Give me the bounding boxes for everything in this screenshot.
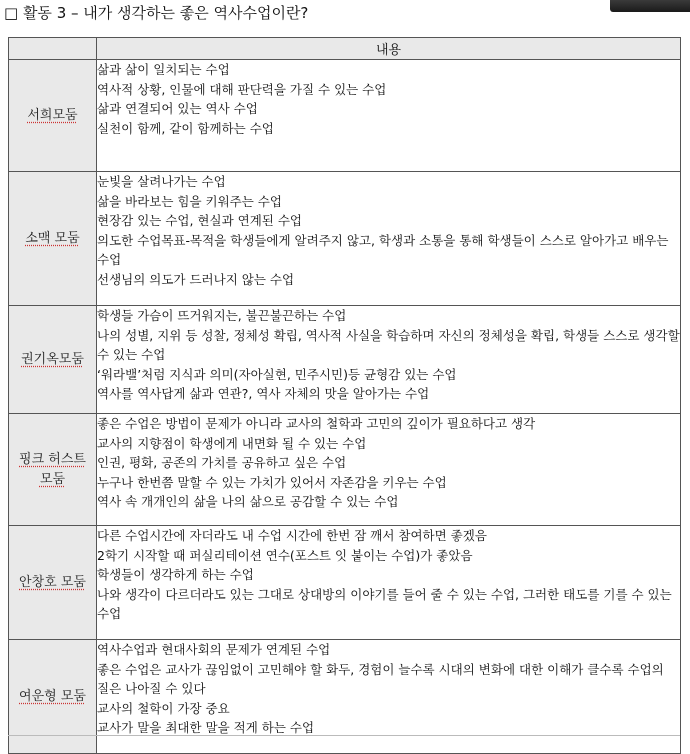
content-line: 삶과 삶이 일치되는 수업 [97, 62, 230, 77]
table-row [9, 640, 681, 754]
group-name: 소맥 모둠 [25, 230, 80, 246]
page-bottom-divider [8, 735, 680, 736]
group-name-cell [9, 172, 97, 306]
content-line: 삶과 연결되어 있는 역사 수업 [97, 101, 258, 116]
group-name-cell [9, 526, 97, 640]
content-line: 눈빛을 살려나가는 수업 [97, 174, 226, 189]
content-line: 실천이 함께, 같이 함께하는 수업 [97, 120, 274, 136]
content-line: 역사적 상황, 인물에 대해 판단력을 가질 수 있는 수업 [97, 81, 387, 97]
content-cell [97, 526, 681, 640]
content-line: 나의 성별, 지위 등 성찰, 정체성 확립, 역사적 사실을 학습하며 자신의 정체성을 확립, 학생들 스스로 생각할 수 있는 수업 [97, 327, 680, 362]
group-name-cell [9, 640, 97, 754]
header-content-cell: 내용 [97, 38, 681, 60]
content-line: 역사 속 개개인의 삶을 나의 삶으로 공감할 수 있는 수업 [97, 494, 399, 509]
content-line: 교사의 철학이 가장 중요 [97, 700, 230, 716]
table-row [9, 60, 681, 172]
content-line: 인권, 평화, 공존의 가치를 공유하고 싶은 수업 [97, 455, 347, 470]
content-line: 학생들이 생각하게 하는 수업 [97, 567, 254, 582]
group-name-cell [9, 306, 97, 414]
content-line: 누구나 한번쯤 말할 수 있는 가치가 있어서 자존감을 키우는 수업 [97, 474, 447, 490]
content-line: 역사수업과 현대사회의 문제가 연계된 수업 [97, 642, 331, 657]
content-line: 의도한 수업목표-목적을 학생들에게 알려주지 않고, 학생과 소통을 통해 학생들이 스스로 알아가고 배우는 수업 [97, 232, 669, 267]
table-row [9, 414, 681, 526]
group-name: 안창호 모둠 [19, 574, 86, 590]
content-cell [97, 306, 681, 414]
group-name: 서희모둠 [27, 107, 78, 123]
table-header-row [9, 38, 681, 60]
content-line: 역사를 역사답게 삶과 연관?, 역사 자체의 맛을 알아가는 수업 [97, 386, 430, 401]
group-name: 권기옥모둠 [21, 351, 84, 367]
group-name-cell [9, 60, 97, 172]
content-cell [97, 640, 681, 754]
content-line: ‘워라밸’처럼 지식과 의미(자아실현, 민주시민)등 균형감 있는 수업 [97, 366, 457, 382]
header-group-cell [9, 38, 97, 60]
content-cell [97, 60, 681, 172]
page-title: □ 활동 3 – 내가 생각하는 좋은 역사수업이란? [4, 4, 309, 22]
table-row [9, 306, 681, 414]
content-line: 나와 생각이 다르더라도 있는 그대로 상대방의 이야기를 들어 줄 수 있는 수업, 그러한 태도를 기를 수 있는 수업 [97, 586, 672, 621]
content-line: 다른 수업시간에 자더라도 내 수업 시간에 한번 잠 깨서 참여하면 좋겠음 [97, 528, 487, 543]
content-line: 삶을 바라보는 힘을 키워주는 수업 [97, 193, 282, 209]
content-line: 학생들 가슴이 뜨거워지는, 불끈불끈하는 수업 [97, 308, 347, 323]
table-row [9, 526, 681, 640]
content-line: 선생님의 의도가 드러나지 않는 수업 [97, 271, 295, 287]
group-name-cell [9, 414, 97, 526]
content-line: 좋은 수업은 방법이 문제가 아니라 교사의 철학과 고민의 깊이가 필요하다고 생각 [97, 416, 536, 431]
content-cell [97, 414, 681, 526]
content-cell [97, 172, 681, 306]
content-line: 현장감 있는 수업, 현실과 연계된 수업 [97, 213, 302, 228]
group-name: 여운형 모둠 [19, 688, 86, 704]
group-name: 핑크 허스트 모둠 [19, 451, 86, 487]
content-line: 2학기 시작할 때 퍼실리테이션 연수(포스트 잇 붙이는 수업)가 좋았음 [97, 547, 473, 563]
content-line: 교사의 지향점이 학생에게 내면화 될 수 있는 수업 [97, 435, 367, 451]
content-line: 교사가 말을 최대한 말을 적게 하는 수업 [97, 720, 315, 735]
table-row [9, 172, 681, 306]
activity-table [8, 37, 681, 754]
content-line: 좋은 수업은 교사가 끊임없이 고민해야 할 화두, 경험이 늘수록 시대의 변화에 대한 이해가 클수록 수업의 질은 나아질 수 있다 [97, 661, 664, 696]
window-corner-tab [610, 0, 690, 12]
